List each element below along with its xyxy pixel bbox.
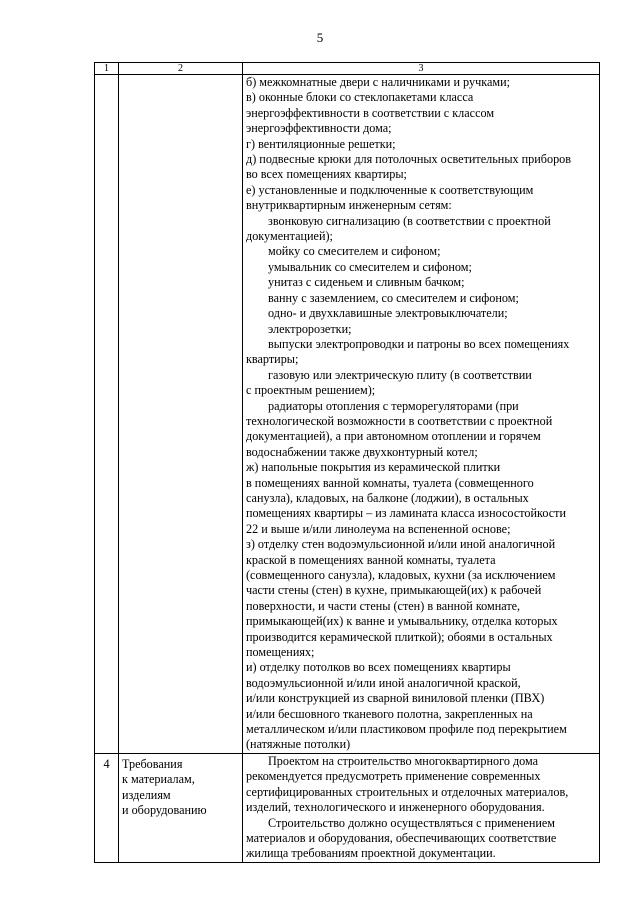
table-row-continuation — [95, 75, 600, 754]
text-line: квартиры; — [246, 352, 299, 367]
row-number-cell: 4 — [95, 753, 119, 862]
text-line: б) межкомнатные двери с наличниками и ручками; — [246, 75, 510, 89]
text-line: Требования — [122, 756, 183, 771]
header-col-1: 1 — [95, 63, 119, 75]
text-line: рекомендуется предусмотреть применение современных — [246, 769, 541, 784]
text-line: санузла), кладовых, на балконе (лоджии), в остальных — [246, 490, 529, 505]
text-line: (совмещенного санузла), кладовых, кухни (за исключением — [246, 568, 556, 582]
table-row-4 — [95, 753, 600, 862]
text-line: Проектом на строительство многоквартирного дома — [268, 753, 539, 768]
text-line: документацией); — [246, 229, 333, 244]
text-line: изделий, технологического и инженерного оборудования. — [246, 800, 545, 815]
text-line: технологической возможности в соответствии с проектной — [246, 413, 553, 428]
text-line: документацией), а при автономном отоплении и горячем — [246, 429, 541, 444]
text-line: выпуски электропроводки и патроны во всех помещениях — [268, 336, 570, 351]
text-line: и) отделку потолков во всех помещениях квартиры — [246, 660, 511, 675]
description-cell — [243, 753, 600, 862]
text-line: унитаз с сиденьем и сливным бачком; — [268, 275, 465, 290]
text-line: помещениях квартиры – из ламината класса износостойкости — [246, 506, 566, 521]
text-line: во всех помещениях квартиры; — [246, 167, 407, 182]
text-line: энергоэффективности в соответствии с классом — [246, 105, 495, 120]
text-line: умывальник со смесителем и сифоном; — [268, 259, 472, 274]
text-line: водоснабжении также двухконтурный котел; — [246, 444, 478, 459]
text-line: водоэмульсионной и/или иной аналогичной краской, — [246, 675, 521, 690]
text-line: в помещениях ванной комнаты, туалета (совмещенного — [246, 475, 534, 490]
text-line: и/или конструкцией из сварной виниловой пленки (ПВХ) — [246, 691, 545, 706]
text-line: электророзетки; — [268, 321, 352, 336]
description-cell — [243, 75, 600, 754]
text-line: примыкающей(их) к ванне и умывальнику, отделка которых — [246, 614, 558, 629]
text-line: мойку со смесителем и сифоном; — [268, 244, 441, 259]
table-header-row — [95, 63, 600, 75]
text-line: з) отделку стен водоэмульсионной и/или иной аналогичной — [246, 537, 556, 552]
text-line: Строительство должно осуществляться с применением — [268, 815, 555, 830]
text-line: г) вентиляционные решетки; — [246, 136, 396, 151]
text-line: 22 и выше и/или линолеума на вспененной основе; — [246, 521, 511, 536]
text-line: с проектным решением); — [246, 383, 376, 398]
header-col-2: 2 — [119, 63, 243, 75]
text-line: производится керамической плиткой); обоями в остальных — [246, 629, 553, 644]
text-line: материалов и оборудования, обеспечивающих соответствие — [246, 830, 557, 845]
text-line: изделиям — [122, 787, 171, 802]
text-line: радиаторы отопления с терморегуляторами (при — [268, 398, 519, 413]
text-line: д) подвесные крюки для потолочных осветительных приборов — [246, 152, 572, 167]
text-line: металлическом и/или пластиковом профиле под перекрытием — [246, 722, 567, 737]
text-line: поверхности, и части стены (стен) в ванной комнате, — [246, 598, 521, 613]
text-line: энергоэффективности дома; — [246, 121, 392, 136]
requirement-cell — [119, 75, 243, 754]
text-line: внутриквартирным инженерным сетям: — [246, 198, 452, 213]
text-line: ванну с заземлением, со смесителем и сифоном; — [268, 290, 519, 305]
text-line: сертифицированных строительных и отделочных материалов, — [246, 784, 569, 799]
page-number: 5 — [316, 30, 324, 45]
text-line: (натяжные потолки) — [246, 737, 351, 752]
header-col-3: 3 — [243, 63, 600, 75]
text-line: в) оконные блоки со стеклопакетами класса — [246, 90, 474, 105]
specification-table — [94, 62, 600, 863]
text-line: к материалам, — [122, 772, 195, 787]
text-line: помещениях; — [246, 645, 315, 660]
text-line: звонковую сигнализацию (в соответствии с проектной — [268, 213, 551, 228]
text-line: жилища требованиям проектной документации. — [246, 846, 496, 861]
text-line: е) установленные и подключенные к соответствующим — [246, 182, 534, 197]
text-line: ж) напольные покрытия из керамической плитки — [246, 460, 501, 475]
text-line: краской в помещениях ванной комнаты, туалета — [246, 552, 496, 567]
text-line: газовую или электрическую плиту (в соответствии — [268, 367, 532, 382]
row-number-cell — [95, 75, 119, 754]
text-line: части стены (стен) в кухне, примыкающей(их) к рабочей — [246, 583, 542, 598]
text-line: и/или бесшовного тканевого полотна, закрепленных на — [246, 706, 533, 721]
requirement-cell — [119, 753, 243, 862]
text-line: одно- и двухклавишные электровыключатели; — [268, 306, 508, 321]
text-line: и оборудованию — [122, 803, 207, 818]
